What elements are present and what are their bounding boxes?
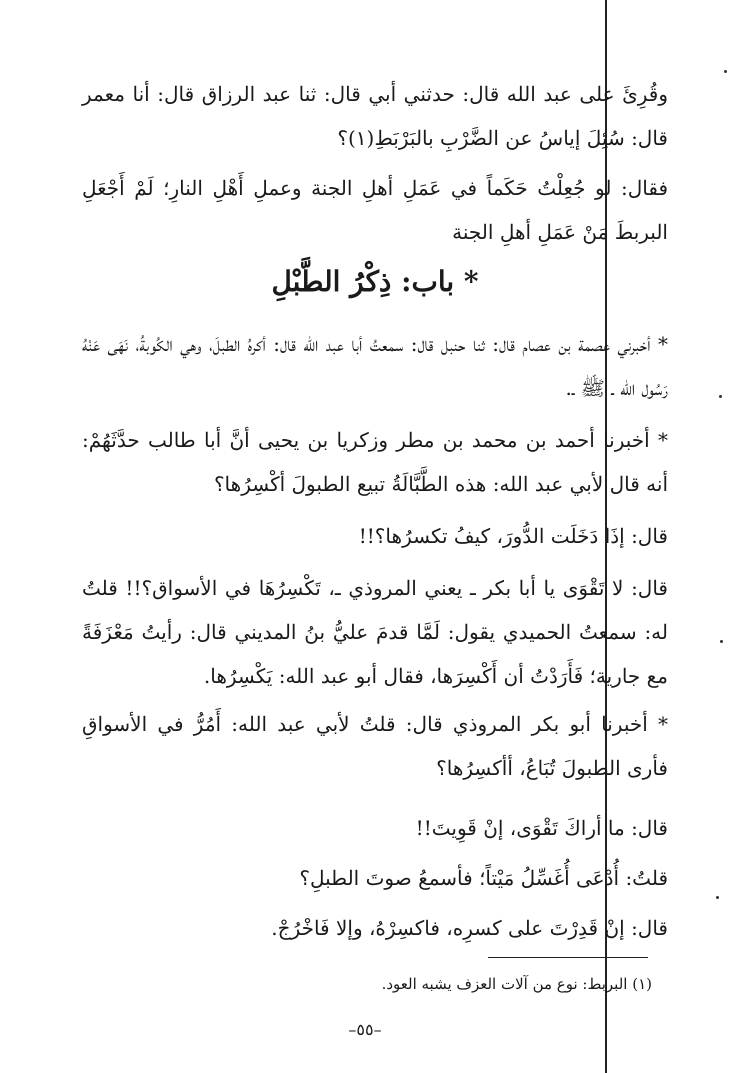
footnote: (١) البربط: نوع من آلات العزف يشبه العود. xyxy=(381,975,652,993)
paragraph-1 xyxy=(82,72,668,160)
paragraph-8 xyxy=(82,806,668,850)
paragraph-2 xyxy=(82,166,668,254)
paragraph-10 xyxy=(82,906,668,950)
scan-speck xyxy=(719,395,722,398)
paragraph-text: * أخبرنا أبو بكر المروذي قال: قلتُ لأبي عبد الله: أَمُرُّ في الأسواقِ فأرى الطبولَ تُبَاعُ، أأكسِرُها؟ xyxy=(82,712,668,780)
paragraph-text: قال: لا تَقْوَى يا أبا بكر ـ يعني المروذي ـ، تَكْسِرُهَا في الأسواق؟!! قلتُ له: سمعتُ الحميدي يقول: لَمَّا قدمَ عليُّ بنُ المديني قال: رأيتُ مَعْزَفَةً مع جارية؛ فَأَرَدْتُ أن أَكْسِرَها، فقال أبو عبد الله: يَكْسِرُها. xyxy=(82,576,668,688)
scan-speck xyxy=(724,70,727,73)
paragraph-5 xyxy=(82,514,668,558)
paragraph-text: قال: ما أراكَ تَقْوَى، إنْ قَوِيتَ!! xyxy=(415,816,668,840)
page-number: –٥٥– xyxy=(348,1020,382,1039)
paragraph-7 xyxy=(82,702,668,790)
footnote-separator xyxy=(488,957,648,958)
paragraph-text: وقُرِئَ على عبد الله قال: حدثني أبي قال: ثنا عبد الرزاق قال: أنا معمر قال: سُئِلَ إياسُ عن الضَّرْبِ بالبَرْبَطِ(١)؟ xyxy=(82,82,668,150)
paragraph-text: فقال: لو جُعِلْتُ حَكَماً في عَمَلِ أهلِ الجنة وعملِ أَهْلِ النارِ؛ لَمْ أَجْعَلِ البربطَ مَنْ عَمَلِ أهلِ الجنة xyxy=(82,176,668,244)
scan-speck xyxy=(720,640,723,643)
paragraph-text: * أخبرنا أحمد بن محمد بن مطر وزكريا بن يحيى أنَّ أبا طالب حدَّثَهُمْ: أنه قال لأبي عبد الله: هذه الطَّبَّالَةُ تبيع الطبولَ أكْسِرُها؟ xyxy=(82,428,668,496)
paragraph-9 xyxy=(82,856,668,900)
paragraph-4 xyxy=(82,418,668,506)
paragraph-text: * أخبرني عصمة بن عصام قال: ثنا حنبل قال: سمعتُ أبا عبد الله قال: أكرهُ الطبلَ، وهي الكُوبةُ، نَهَى عَنْهُ رَسُول الله ـ ﷺ ـ. xyxy=(82,332,668,400)
scan-speck xyxy=(716,896,719,899)
paragraph-6 xyxy=(82,566,668,698)
section-heading: * باب: ذِكْرُ الطَّبْلِ xyxy=(271,265,479,298)
paragraph-text: قال: إنْ قَدِرْتَ على كسرِه، فاكسِرْهُ، وإلا فَاخْرُجْ. xyxy=(271,916,668,940)
paragraph-text: قلتُ: أُدْعَى أُغَسِّلُ مَيْتاً؛ فأسمعُ صوتَ الطبلِ؟ xyxy=(299,866,668,890)
paragraph-text: قال: إذَا دَخَلَت الدُّورَ، كيفُ تكسرُها؟!! xyxy=(358,524,668,548)
paragraph-3 xyxy=(82,322,668,410)
